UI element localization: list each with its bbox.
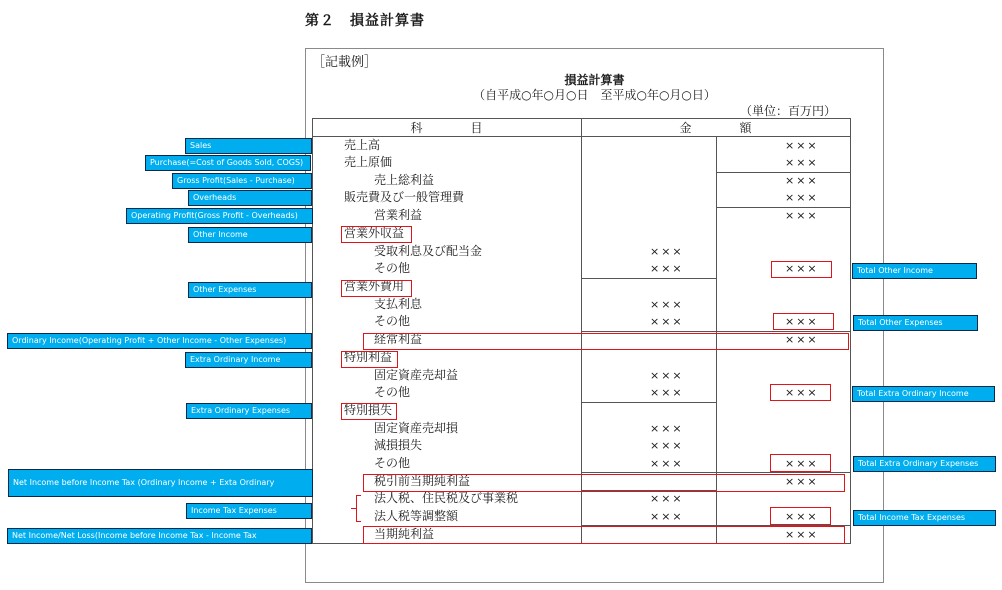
tax-brace-icon — [356, 495, 361, 522]
annotation-total-income-tax-expenses: Total Income Tax Expenses — [853, 510, 996, 526]
annotation-gross-profit: Gross Profit(Sales - Purchase) — [172, 173, 312, 189]
highlight-total-extraordinary-income — [770, 384, 831, 401]
page-title: 第２ 損益計算書 — [305, 13, 425, 29]
inner-amount: ××× — [650, 315, 684, 328]
row-label: 販売費及び一般管理費 — [344, 190, 465, 204]
header-account: 科 目 — [410, 121, 483, 135]
highlight-total-other-income — [771, 261, 832, 278]
inner-amount: ××× — [650, 422, 684, 435]
outer-amount: ××× — [785, 386, 819, 399]
row-label: 営業外収益 — [344, 226, 405, 240]
row-label: 法人税等調整額 — [374, 509, 459, 523]
annotation-net-income-before-tax: Net Income before Income Tax (Ordinary Income + Exta Ordinary — [8, 469, 313, 497]
statement-period: （自平成○年○月○日 至平成○年○月○日） — [473, 88, 716, 102]
row-label: 経常利益 — [374, 332, 423, 346]
statement-title: 損益計算書 — [564, 73, 625, 87]
unit-label: （単位：百万円） — [740, 104, 837, 118]
highlight-total-extraordinary-expenses — [770, 454, 831, 472]
inner-amount: ××× — [650, 386, 684, 399]
outer-amount: ××× — [785, 191, 819, 204]
annotation-income-tax-expenses: Income Tax Expenses — [186, 503, 312, 519]
annotation-extraordinary-income: Extra Ordinary Income — [185, 352, 312, 368]
annotation-ordinary-income: Ordinary Income(Operating Profit + Other Income - Other Expenses) — [7, 333, 312, 349]
inner-amount: ××× — [650, 457, 684, 470]
outer-amount: ××× — [785, 156, 819, 169]
inner-amount: ××× — [650, 298, 684, 311]
rule — [581, 278, 716, 279]
annotation-total-other-income: Total Other Income — [852, 263, 977, 279]
rule — [581, 402, 716, 403]
row-label: 減損損失 — [374, 438, 423, 452]
row-label: 売上高 — [344, 138, 381, 152]
highlight-extraordinary-income-heading — [341, 351, 398, 368]
highlight-total-income-tax — [770, 507, 831, 525]
row-label: 売上原価 — [344, 155, 393, 169]
highlight-ordinary-income-row — [363, 333, 849, 350]
outer-amount: ××× — [785, 457, 819, 470]
highlight-net-income-row — [363, 526, 845, 544]
row-label: 法人税、住民税及び事業税 — [374, 491, 519, 505]
row-label: その他 — [374, 456, 411, 470]
annotation-operating-profit: Operating Profit(Gross Profit - Overheads) — [126, 208, 313, 224]
row-label: 営業利益 — [374, 208, 423, 222]
highlight-total-other-expenses — [773, 313, 834, 330]
rule — [716, 207, 851, 208]
outer-amount: ××× — [785, 262, 819, 275]
row-label: 支払利息 — [374, 297, 423, 311]
row-label: 売上総利益 — [374, 173, 435, 187]
row-label: その他 — [374, 261, 411, 275]
inner-amount: ××× — [650, 262, 684, 275]
row-label: 固定資産売却損 — [374, 421, 459, 435]
highlight-pretax-income-row — [363, 474, 845, 492]
annotation-sales: Sales — [185, 138, 312, 154]
outer-amount: ××× — [785, 528, 819, 541]
outer-amount: ××× — [785, 174, 819, 187]
annotation-purchase: Purchase(=Cost of Goods Sold, COGS) — [145, 155, 311, 171]
annotation-other-income: Other Income — [188, 227, 312, 243]
highlight-extraordinary-loss-heading — [341, 403, 397, 420]
outer-amount: ××× — [785, 209, 819, 222]
outer-amount: ××× — [785, 139, 819, 152]
row-label: 受取利息及び配当金 — [374, 244, 483, 258]
example-label: ［記載例］ — [312, 55, 378, 70]
inner-amount: ××× — [650, 369, 684, 382]
outer-amount: ××× — [785, 475, 819, 488]
row-label: 税引前当期純利益 — [374, 474, 471, 488]
row-label: 営業外費用 — [344, 279, 405, 293]
row-label: その他 — [374, 385, 411, 399]
header-amount: 金 額 — [679, 121, 752, 135]
annotation-extraordinary-expenses: Extra Ordinary Expenses — [186, 403, 312, 419]
outer-amount: ××× — [785, 315, 819, 328]
highlight-other-income-heading — [341, 226, 412, 243]
annotation-net-income: Net Income/Net Loss(Income before Income Tax - Income Tax — [7, 528, 312, 544]
row-label: 特別損失 — [344, 403, 393, 417]
annotation-total-extraordinary-expenses: Total Extra Ordinary Expenses — [853, 456, 996, 472]
inner-amount: ××× — [650, 439, 684, 452]
row-label: 固定資産売却益 — [374, 368, 459, 382]
tax-brace-tip — [351, 508, 356, 509]
row-label: その他 — [374, 314, 411, 328]
row-label: 特別利益 — [344, 350, 393, 364]
inner-amount: ××× — [650, 245, 684, 258]
row-label: 当期純利益 — [374, 527, 435, 541]
annotation-other-expenses: Other Expenses — [188, 282, 312, 298]
highlight-other-expenses-heading — [341, 280, 412, 297]
outer-amount: ××× — [785, 333, 819, 346]
inner-amount: ××× — [650, 492, 684, 505]
annotation-total-extraordinary-income: Total Extra Ordinary Income — [852, 386, 995, 402]
annotation-overheads: Overheads — [188, 190, 312, 206]
inner-amount: ××× — [650, 510, 684, 523]
annotation-total-other-expenses: Total Other Expenses — [853, 315, 978, 331]
outer-amount: ××× — [785, 510, 819, 523]
rule — [716, 172, 851, 173]
